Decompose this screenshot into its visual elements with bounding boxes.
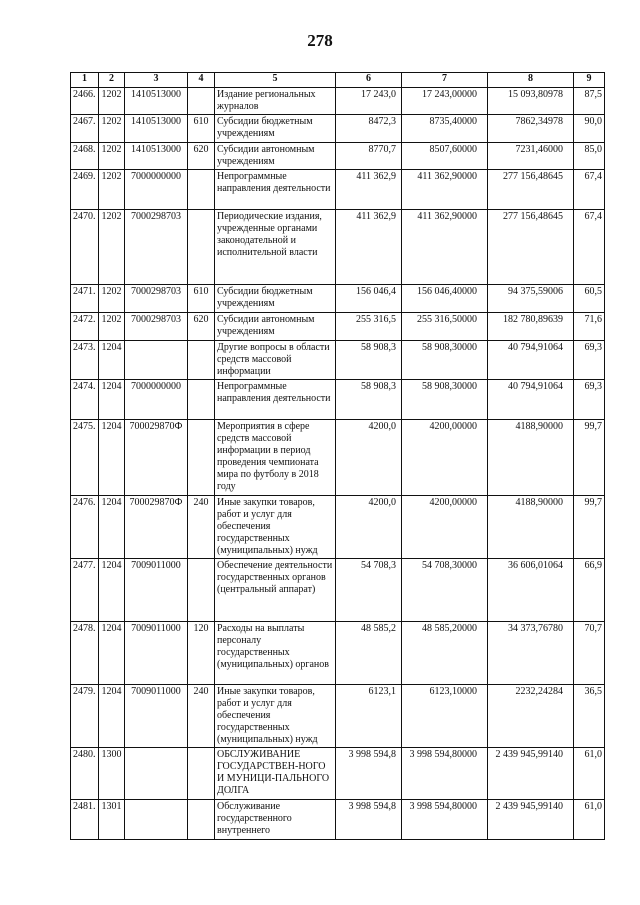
approved-amount-cell: 156 046,4 bbox=[336, 285, 402, 313]
execution-percent-cell: 99,7 bbox=[574, 496, 605, 559]
execution-percent-cell: 67,4 bbox=[574, 170, 605, 210]
table-row bbox=[71, 622, 605, 685]
page-number: 278 bbox=[307, 31, 333, 50]
budget-list-amount-cell: 54 708,30000 bbox=[402, 559, 488, 622]
executed-amount-cell: 277 156,48645 bbox=[488, 210, 574, 285]
table-row bbox=[71, 285, 605, 313]
executed-amount-cell: 15 093,80978 bbox=[488, 88, 574, 115]
item-name-cell: Непрограммные направления деятельности bbox=[215, 170, 336, 210]
expense-type-cell: 240 bbox=[188, 496, 215, 559]
expense-type-cell bbox=[188, 170, 215, 210]
approved-amount-cell: 8770,7 bbox=[336, 143, 402, 170]
row-number-cell: 2468. bbox=[71, 143, 99, 170]
section-code-cell: 1202 bbox=[99, 115, 125, 143]
table-row bbox=[71, 800, 605, 840]
execution-percent-cell: 67,4 bbox=[574, 210, 605, 285]
target-article-cell: 7009011000 bbox=[125, 622, 188, 685]
target-article-cell: 7000000000 bbox=[125, 170, 188, 210]
executed-amount-cell: 34 373,76780 bbox=[488, 622, 574, 685]
approved-amount-cell: 58 908,3 bbox=[336, 341, 402, 380]
column-header: 1 bbox=[71, 73, 99, 88]
target-article-cell bbox=[125, 748, 188, 800]
target-article-cell: 1410513000 bbox=[125, 115, 188, 143]
table-row bbox=[71, 559, 605, 622]
item-name-cell: Периодические издания, учрежденные органами законодательной и исполнительной власти bbox=[215, 210, 336, 285]
table-row bbox=[71, 341, 605, 380]
column-header: 7 bbox=[402, 73, 488, 88]
target-article-cell bbox=[125, 341, 188, 380]
execution-percent-cell: 87,5 bbox=[574, 88, 605, 115]
row-number-cell: 2481. bbox=[71, 800, 99, 840]
execution-percent-cell: 90,0 bbox=[574, 115, 605, 143]
item-name-cell: Непрограммные направления деятельности bbox=[215, 380, 336, 420]
item-name-cell: Иные закупки товаров, работ и услуг для обеспечения государственных (муниципальных) нужд bbox=[215, 685, 336, 748]
executed-amount-cell: 7862,34978 bbox=[488, 115, 574, 143]
approved-amount-cell: 8472,3 bbox=[336, 115, 402, 143]
table-body bbox=[71, 88, 605, 840]
approved-amount-cell: 48 585,2 bbox=[336, 622, 402, 685]
table-row bbox=[71, 748, 605, 800]
expense-type-cell: 620 bbox=[188, 143, 215, 170]
budget-list-amount-cell: 8735,40000 bbox=[402, 115, 488, 143]
target-article-cell: 1410513000 bbox=[125, 88, 188, 115]
approved-amount-cell: 4200,0 bbox=[336, 420, 402, 496]
column-header: 6 bbox=[336, 73, 402, 88]
execution-percent-cell: 85,0 bbox=[574, 143, 605, 170]
table-row bbox=[71, 496, 605, 559]
execution-percent-cell: 60,5 bbox=[574, 285, 605, 313]
item-name-cell: Обеспечение деятельности государственных органов (центральный аппарат) bbox=[215, 559, 336, 622]
item-name-cell: Издание региональных журналов bbox=[215, 88, 336, 115]
section-code-cell: 1202 bbox=[99, 88, 125, 115]
budget-list-amount-cell: 255 316,50000 bbox=[402, 313, 488, 341]
budget-list-amount-cell: 3 998 594,80000 bbox=[402, 800, 488, 840]
row-number-cell: 2479. bbox=[71, 685, 99, 748]
section-code-cell: 1204 bbox=[99, 496, 125, 559]
table-row bbox=[71, 420, 605, 496]
target-article-cell: 7000298703 bbox=[125, 313, 188, 341]
approved-amount-cell: 3 998 594,8 bbox=[336, 800, 402, 840]
expense-type-cell: 620 bbox=[188, 313, 215, 341]
approved-amount-cell: 411 362,9 bbox=[336, 170, 402, 210]
approved-amount-cell: 58 908,3 bbox=[336, 380, 402, 420]
expense-type-cell bbox=[188, 748, 215, 800]
row-number-cell: 2470. bbox=[71, 210, 99, 285]
table-row bbox=[71, 210, 605, 285]
table-row bbox=[71, 143, 605, 170]
table-row bbox=[71, 313, 605, 341]
execution-percent-cell: 36,5 bbox=[574, 685, 605, 748]
execution-percent-cell: 61,0 bbox=[574, 800, 605, 840]
table-row bbox=[71, 170, 605, 210]
table-row bbox=[71, 380, 605, 420]
executed-amount-cell: 40 794,91064 bbox=[488, 380, 574, 420]
header-row bbox=[71, 73, 605, 88]
expense-type-cell bbox=[188, 88, 215, 115]
expense-type-cell bbox=[188, 210, 215, 285]
item-name-cell: Обслуживание государственного внутреннего bbox=[215, 800, 336, 840]
execution-percent-cell: 69,3 bbox=[574, 380, 605, 420]
approved-amount-cell: 6123,1 bbox=[336, 685, 402, 748]
execution-percent-cell: 71,6 bbox=[574, 313, 605, 341]
item-name-cell: Субсидии бюджетным учреждениям bbox=[215, 115, 336, 143]
item-name-cell: Субсидии бюджетным учреждениям bbox=[215, 285, 336, 313]
expense-type-cell bbox=[188, 341, 215, 380]
row-number-cell: 2466. bbox=[71, 88, 99, 115]
execution-percent-cell: 61,0 bbox=[574, 748, 605, 800]
table-row bbox=[71, 88, 605, 115]
table-row bbox=[71, 685, 605, 748]
execution-percent-cell: 66,9 bbox=[574, 559, 605, 622]
budget-list-amount-cell: 4200,00000 bbox=[402, 496, 488, 559]
budget-list-amount-cell: 3 998 594,80000 bbox=[402, 748, 488, 800]
approved-amount-cell: 255 316,5 bbox=[336, 313, 402, 341]
target-article-cell: 7000298703 bbox=[125, 285, 188, 313]
executed-amount-cell: 277 156,48645 bbox=[488, 170, 574, 210]
executed-amount-cell: 182 780,89639 bbox=[488, 313, 574, 341]
item-name-cell: Другие вопросы в области средств массовой информации bbox=[215, 341, 336, 380]
expense-type-cell: 610 bbox=[188, 115, 215, 143]
row-number-cell: 2473. bbox=[71, 341, 99, 380]
executed-amount-cell: 4188,90000 bbox=[488, 496, 574, 559]
budget-list-amount-cell: 17 243,00000 bbox=[402, 88, 488, 115]
expense-type-cell: 240 bbox=[188, 685, 215, 748]
executed-amount-cell: 40 794,91064 bbox=[488, 341, 574, 380]
expense-type-cell: 120 bbox=[188, 622, 215, 685]
executed-amount-cell: 4188,90000 bbox=[488, 420, 574, 496]
expense-type-cell bbox=[188, 420, 215, 496]
budget-list-amount-cell: 411 362,90000 bbox=[402, 170, 488, 210]
section-code-cell: 1204 bbox=[99, 685, 125, 748]
section-code-cell: 1300 bbox=[99, 748, 125, 800]
execution-percent-cell: 69,3 bbox=[574, 341, 605, 380]
item-name-cell: Мероприятия в сфере средств массовой информации в период проведения чемпионата мира по футболу в 2018 году bbox=[215, 420, 336, 496]
row-number-cell: 2475. bbox=[71, 420, 99, 496]
item-name-cell: Иные закупки товаров, работ и услуг для обеспечения государственных (муниципальных) нужд bbox=[215, 496, 336, 559]
section-code-cell: 1204 bbox=[99, 380, 125, 420]
section-code-cell: 1202 bbox=[99, 313, 125, 341]
target-article-cell: 7009011000 bbox=[125, 685, 188, 748]
budget-list-amount-cell: 48 585,20000 bbox=[402, 622, 488, 685]
budget-list-amount-cell: 8507,60000 bbox=[402, 143, 488, 170]
target-article-cell: 700029870Ф bbox=[125, 496, 188, 559]
executed-amount-cell: 2 439 945,99140 bbox=[488, 800, 574, 840]
approved-amount-cell: 54 708,3 bbox=[336, 559, 402, 622]
column-header: 3 bbox=[125, 73, 188, 88]
target-article-cell: 7009011000 bbox=[125, 559, 188, 622]
row-number-cell: 2476. bbox=[71, 496, 99, 559]
target-article-cell: 700029870Ф bbox=[125, 420, 188, 496]
section-code-cell: 1204 bbox=[99, 559, 125, 622]
executed-amount-cell: 36 606,01064 bbox=[488, 559, 574, 622]
row-number-cell: 2477. bbox=[71, 559, 99, 622]
budget-list-amount-cell: 6123,10000 bbox=[402, 685, 488, 748]
executed-amount-cell: 2232,24284 bbox=[488, 685, 574, 748]
budget-list-amount-cell: 4200,00000 bbox=[402, 420, 488, 496]
budget-list-amount-cell: 58 908,30000 bbox=[402, 380, 488, 420]
budget-list-amount-cell: 156 046,40000 bbox=[402, 285, 488, 313]
expense-type-cell bbox=[188, 800, 215, 840]
row-number-cell: 2474. bbox=[71, 380, 99, 420]
section-code-cell: 1202 bbox=[99, 285, 125, 313]
column-header: 8 bbox=[488, 73, 574, 88]
expense-type-cell bbox=[188, 559, 215, 622]
target-article-cell: 1410513000 bbox=[125, 143, 188, 170]
target-article-cell: 7000298703 bbox=[125, 210, 188, 285]
section-code-cell: 1301 bbox=[99, 800, 125, 840]
section-code-cell: 1202 bbox=[99, 143, 125, 170]
expense-type-cell bbox=[188, 380, 215, 420]
budget-list-amount-cell: 411 362,90000 bbox=[402, 210, 488, 285]
target-article-cell: 7000000000 bbox=[125, 380, 188, 420]
row-number-cell: 2478. bbox=[71, 622, 99, 685]
column-header: 5 bbox=[215, 73, 336, 88]
approved-amount-cell: 3 998 594,8 bbox=[336, 748, 402, 800]
budget-list-amount-cell: 58 908,30000 bbox=[402, 341, 488, 380]
item-name-cell: Расходы на выплаты персоналу государственных (муниципальных) органов bbox=[215, 622, 336, 685]
item-name-cell: Субсидии автономным учреждениям bbox=[215, 143, 336, 170]
row-number-cell: 2467. bbox=[71, 115, 99, 143]
column-header: 2 bbox=[99, 73, 125, 88]
section-code-cell: 1202 bbox=[99, 170, 125, 210]
execution-percent-cell: 99,7 bbox=[574, 420, 605, 496]
approved-amount-cell: 17 243,0 bbox=[336, 88, 402, 115]
executed-amount-cell: 94 375,59006 bbox=[488, 285, 574, 313]
row-number-cell: 2472. bbox=[71, 313, 99, 341]
item-name-cell: Субсидии автономным учреждениям bbox=[215, 313, 336, 341]
execution-percent-cell: 70,7 bbox=[574, 622, 605, 685]
expense-type-cell: 610 bbox=[188, 285, 215, 313]
section-code-cell: 1204 bbox=[99, 622, 125, 685]
row-number-cell: 2471. bbox=[71, 285, 99, 313]
section-code-cell: 1202 bbox=[99, 210, 125, 285]
executed-amount-cell: 2 439 945,99140 bbox=[488, 748, 574, 800]
approved-amount-cell: 411 362,9 bbox=[336, 210, 402, 285]
table-row bbox=[71, 115, 605, 143]
budget-table bbox=[70, 72, 605, 840]
row-number-cell: 2480. bbox=[71, 748, 99, 800]
row-number-cell: 2469. bbox=[71, 170, 99, 210]
column-header: 4 bbox=[188, 73, 215, 88]
section-code-cell: 1204 bbox=[99, 341, 125, 380]
section-code-cell: 1204 bbox=[99, 420, 125, 496]
executed-amount-cell: 7231,46000 bbox=[488, 143, 574, 170]
target-article-cell bbox=[125, 800, 188, 840]
column-header: 9 bbox=[574, 73, 605, 88]
approved-amount-cell: 4200,0 bbox=[336, 496, 402, 559]
item-name-cell: ОБСЛУЖИВАНИЕ ГОСУДАРСТВЕН-НОГО И МУНИЦИ-ПАЛЬНОГО ДОЛГА bbox=[215, 748, 336, 800]
